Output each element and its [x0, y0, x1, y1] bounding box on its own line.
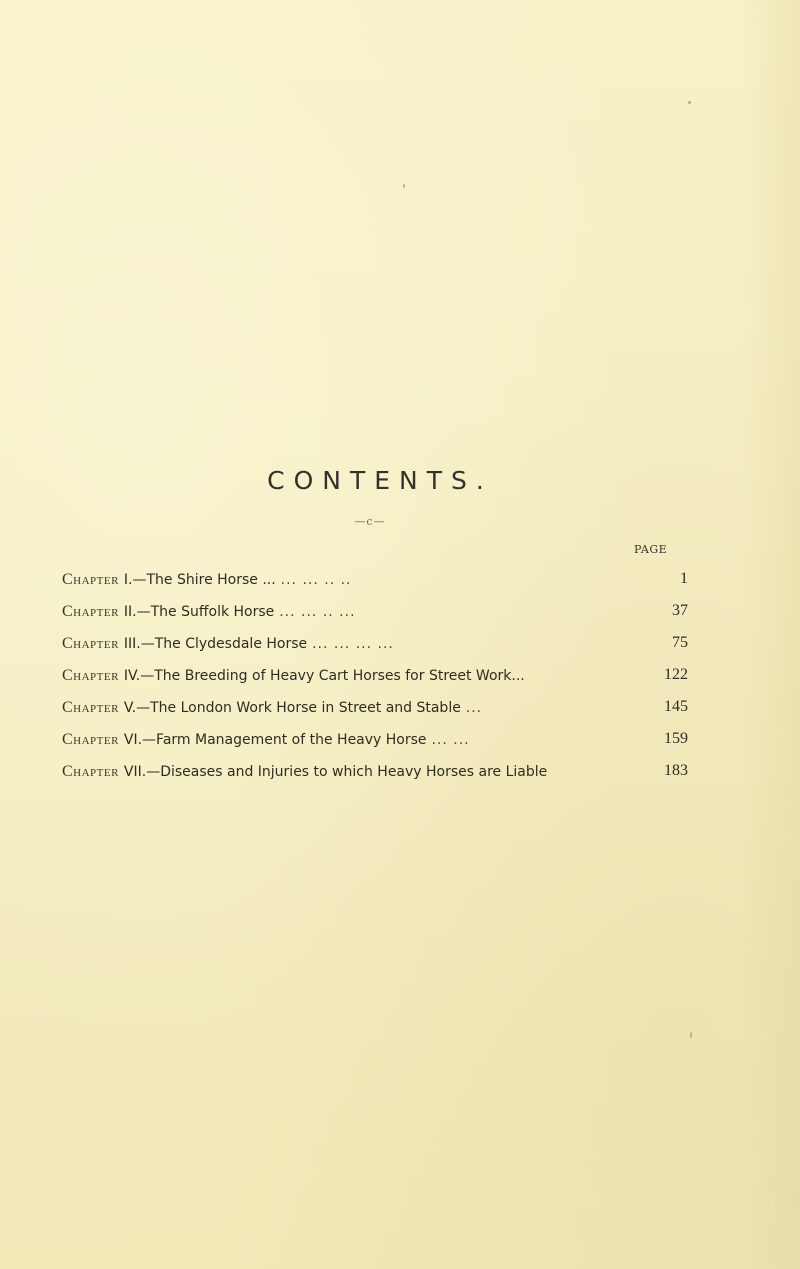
- chapter-label: Chapter: [62, 731, 119, 748]
- page-number: 37: [672, 602, 688, 619]
- toc-entry[interactable]: [62, 691, 688, 723]
- page-number: 1: [680, 570, 688, 587]
- chapter-label: Chapter: [62, 571, 119, 588]
- chapter-number: III.: [123, 636, 141, 652]
- paper-speck: [403, 184, 405, 188]
- chapter-number: I.: [123, 572, 133, 588]
- chapter-label: Chapter: [62, 635, 119, 652]
- page-edge-shading: [740, 0, 800, 1269]
- chapter-title: —The Clydesdale Horse: [140, 636, 308, 652]
- page-column-heading: PAGE: [634, 543, 668, 556]
- dot-leaders: ... ... ... ...: [312, 636, 394, 652]
- toc-entry[interactable]: [62, 563, 688, 595]
- chapter-title: —Diseases and Injuries to which Heavy Horses are Liable: [146, 764, 548, 780]
- dot-leaders: ... ...: [431, 732, 470, 748]
- toc-entry[interactable]: [62, 659, 688, 691]
- chapter-label: Chapter: [62, 763, 119, 780]
- chapter-number: VI.: [123, 732, 143, 748]
- chapter-number: V.: [123, 700, 137, 716]
- toc-entry[interactable]: [62, 723, 688, 755]
- dot-leaders: ... ... .. ..: [280, 572, 352, 588]
- chapter-number: II.: [123, 604, 137, 620]
- table-of-contents: [62, 563, 688, 787]
- paper-speck: [688, 101, 691, 104]
- chapter-number: VII.: [123, 764, 147, 780]
- title-ornament: —c—: [354, 515, 386, 528]
- page-number: 122: [664, 666, 688, 683]
- contents-title: CONTENTS.: [267, 466, 493, 495]
- page-number: 75: [672, 634, 688, 651]
- paper-speck: [690, 1032, 692, 1038]
- chapter-title: —The London Work Horse in Street and Stable: [136, 700, 461, 716]
- chapter-title: —Farm Management of the Heavy Horse: [142, 732, 427, 748]
- chapter-title: —The Suffolk Horse: [136, 604, 275, 620]
- dot-leaders: ...: [465, 700, 483, 716]
- chapter-title: —The Breeding of Heavy Cart Horses for Street Work...: [140, 668, 525, 684]
- toc-entry[interactable]: [62, 595, 688, 627]
- chapter-title: —The Shire Horse ...: [132, 572, 276, 588]
- toc-entry[interactable]: [62, 627, 688, 659]
- page-number: 145: [664, 698, 688, 715]
- dot-leaders: ... ... .. ...: [279, 604, 356, 620]
- chapter-label: Chapter: [62, 603, 119, 620]
- page-number: 183: [664, 762, 688, 779]
- chapter-number: IV.: [123, 668, 141, 684]
- toc-entry[interactable]: [62, 755, 688, 787]
- chapter-label: Chapter: [62, 699, 119, 716]
- chapter-label: Chapter: [62, 667, 119, 684]
- page-number: 159: [664, 730, 688, 747]
